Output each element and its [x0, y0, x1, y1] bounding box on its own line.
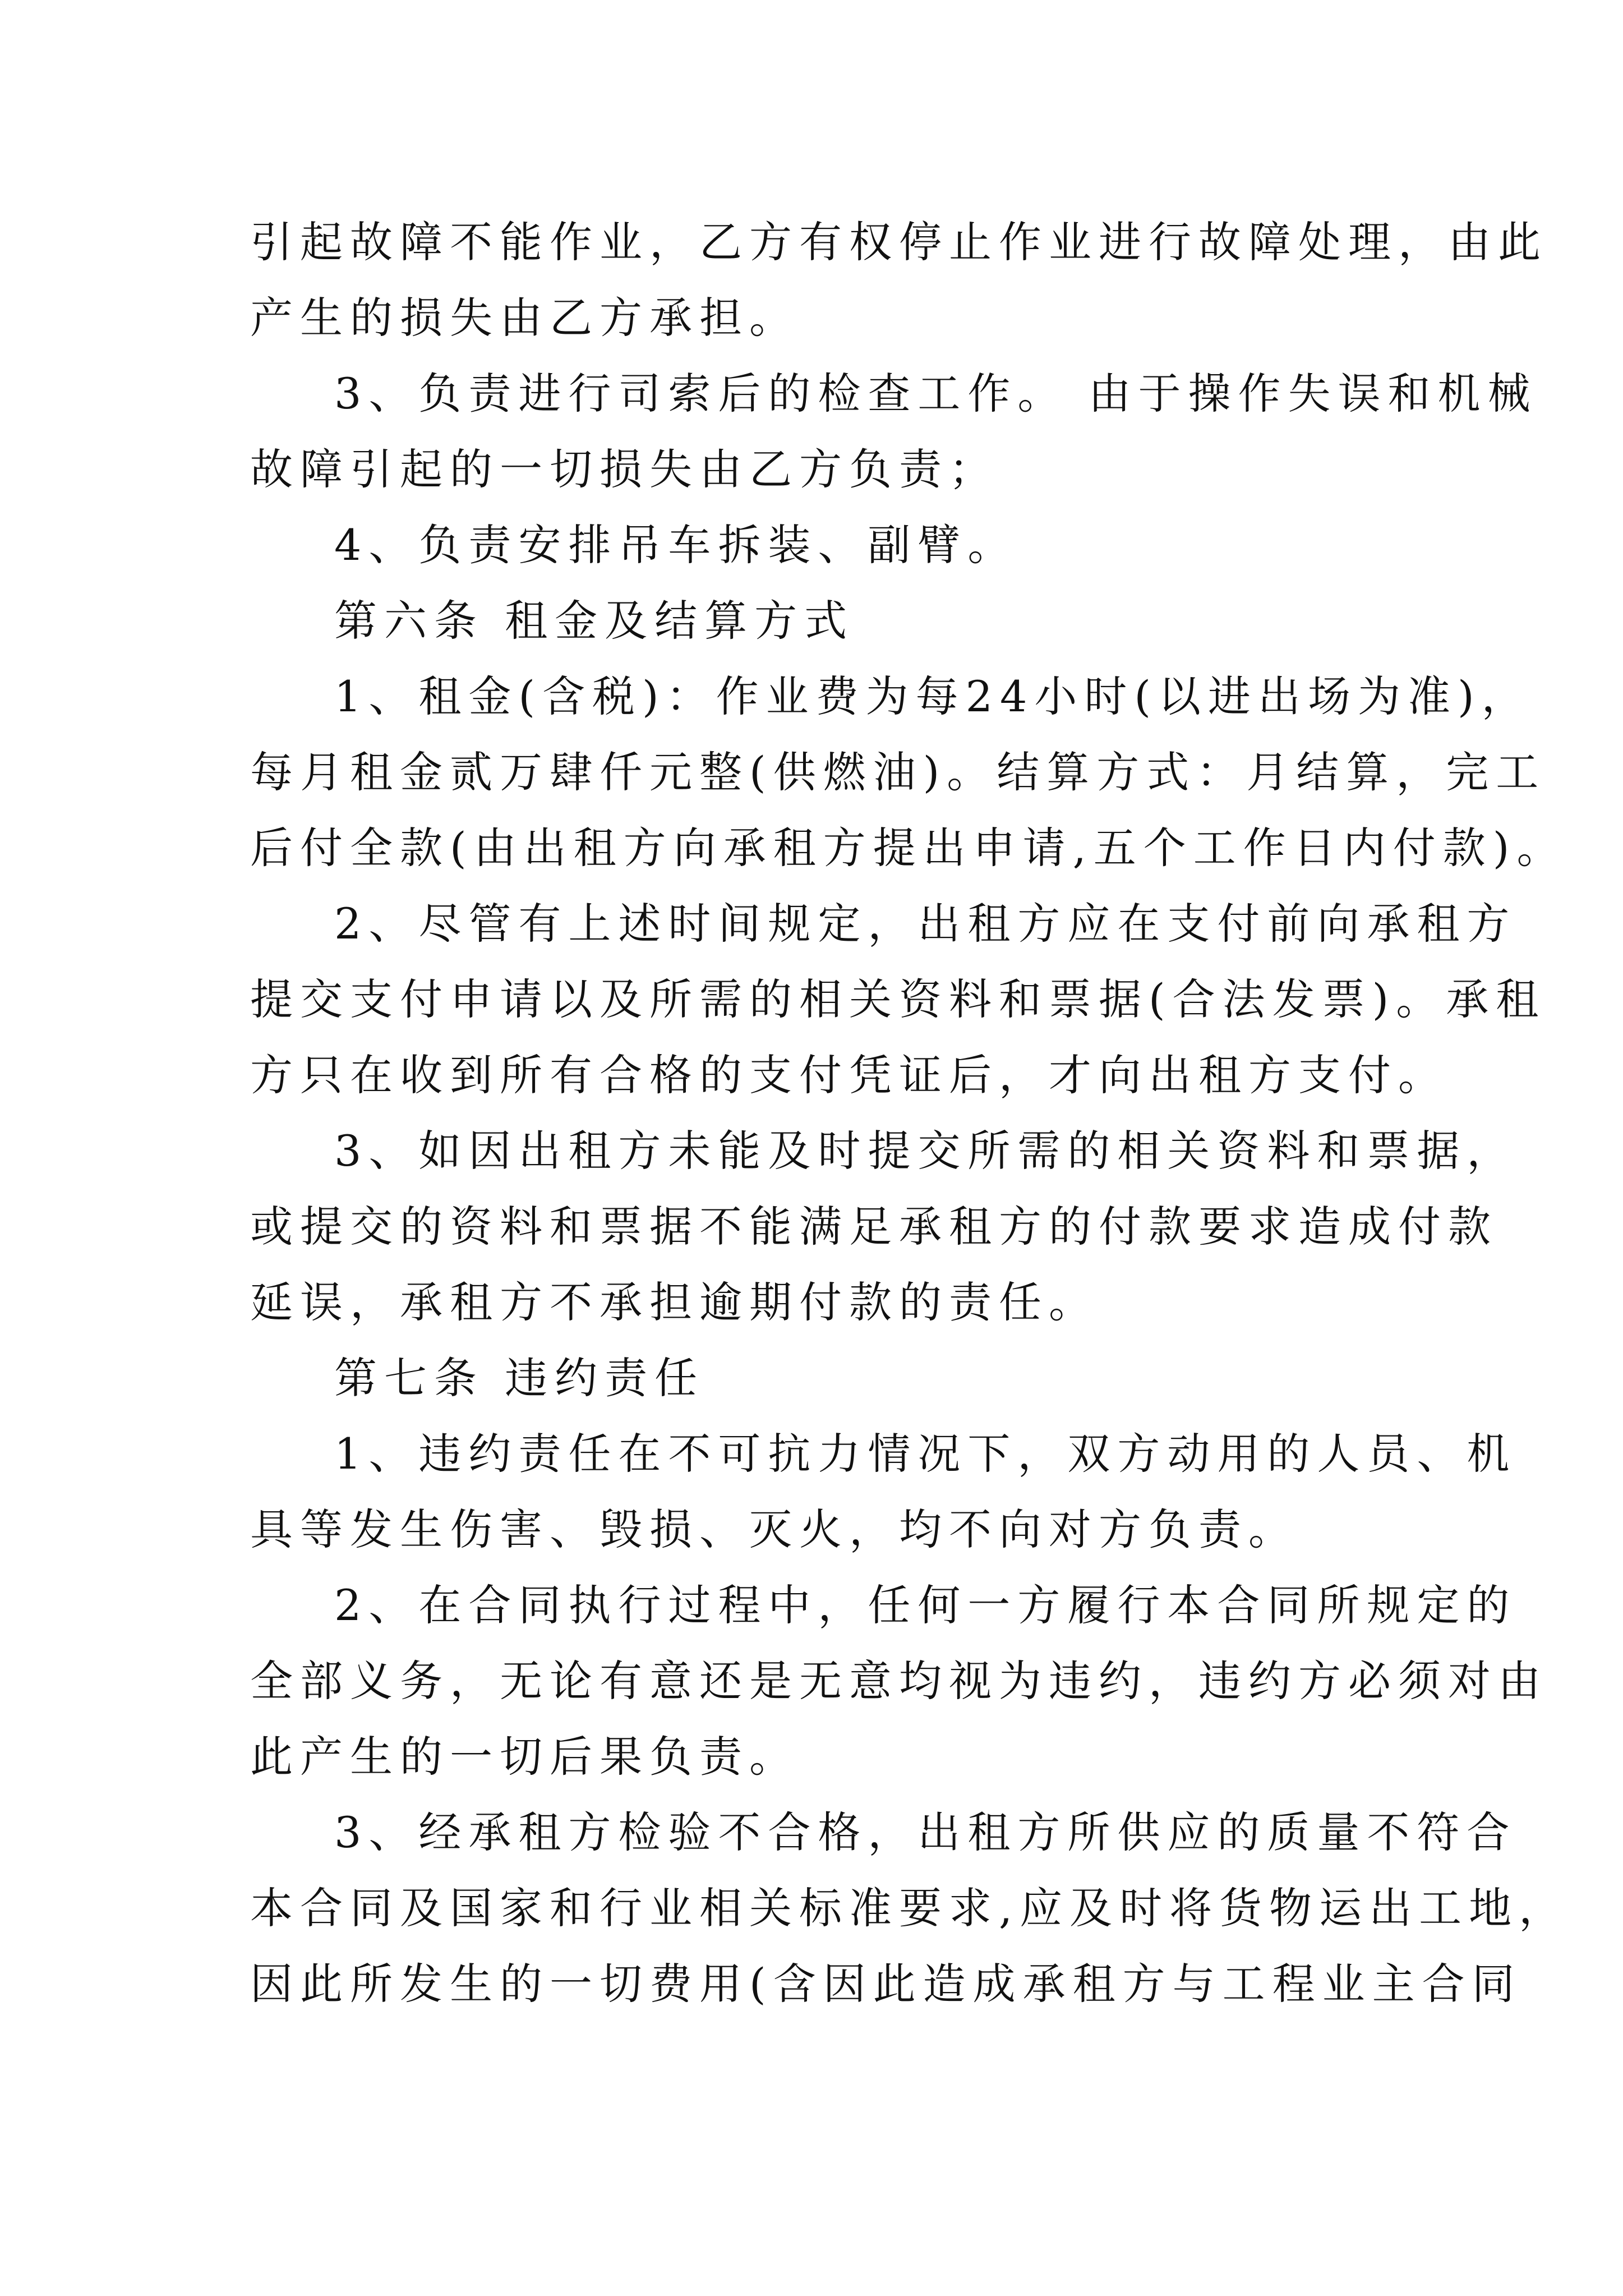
paragraph-line: 3、经承租方检验不合格，出租方所供应的质量不符合 — [334, 1807, 1517, 1857]
paragraph-line: 提交支付申请以及所需的相关资料和票据(合法发票)。承租 — [250, 974, 1546, 1024]
paragraph-line: 因此所发生的一切费用(含因此造成承租方与工程业主合同 — [250, 1959, 1522, 2009]
paragraph-line: 每月租金贰万肆仟元整(供燃油)。结算方式：月结算，完工 — [250, 747, 1546, 797]
paragraph-line: 1、租金(含税)：作业费为每24小时(以进出场为准)， — [334, 671, 1532, 721]
paragraph-line: 延误，承租方不承担逾期付款的责任。 — [250, 1277, 1099, 1327]
paragraph-line: 2、尽管有上述时间规定，出租方应在支付前向承租方 — [334, 899, 1517, 949]
paragraph-line: 引起故障不能作业，乙方有权停止作业进行故障处理，由此 — [250, 217, 1548, 267]
paragraph-line: 全部义务，无论有意还是无意均视为违约，违约方必须对由 — [250, 1656, 1548, 1706]
paragraph-line: 2、在合同执行过程中，任何一方履行本合同所规定的 — [334, 1580, 1517, 1630]
section-heading: 第六条 租金及结算方式 — [334, 596, 855, 646]
paragraph-line: 此产生的一切后果负责。 — [250, 1732, 799, 1782]
paragraph-line: 具等发生伤害、毁损、灭火，均不向对方负责。 — [250, 1504, 1298, 1554]
paragraph-line: 或提交的资料和票据不能满足承租方的付款要求造成付款 — [250, 1202, 1498, 1251]
paragraph-line: 故障引起的一切损失由乙方负责； — [250, 444, 999, 494]
paragraph-line: 3、如因出租方未能及时提交所需的相关资料和票据， — [334, 1126, 1517, 1176]
paragraph-line: 产生的损失由乙方承担。 — [250, 293, 799, 343]
paragraph-line: 1、违约责任在不可抗力情况下，双方动用的人员、机 — [334, 1429, 1517, 1479]
section-heading: 第七条 违约责任 — [334, 1353, 705, 1403]
paragraph-line: 方只在收到所有合格的支付凭证后，才向出租方支付。 — [250, 1050, 1448, 1100]
paragraph-line: 后付全款(由出租方向承租方提出申请,五个工作日内付款)。 — [250, 823, 1567, 873]
paragraph-line: 本合同及国家和行业相关标准要求,应及时将货物运出工地， — [250, 1883, 1569, 1933]
paragraph-line: 3、负责进行司索后的检查工作。 由于操作失误和机械 — [334, 369, 1538, 418]
paragraph-line: 4、负责安排吊车拆装、副臂。 — [334, 520, 1018, 570]
